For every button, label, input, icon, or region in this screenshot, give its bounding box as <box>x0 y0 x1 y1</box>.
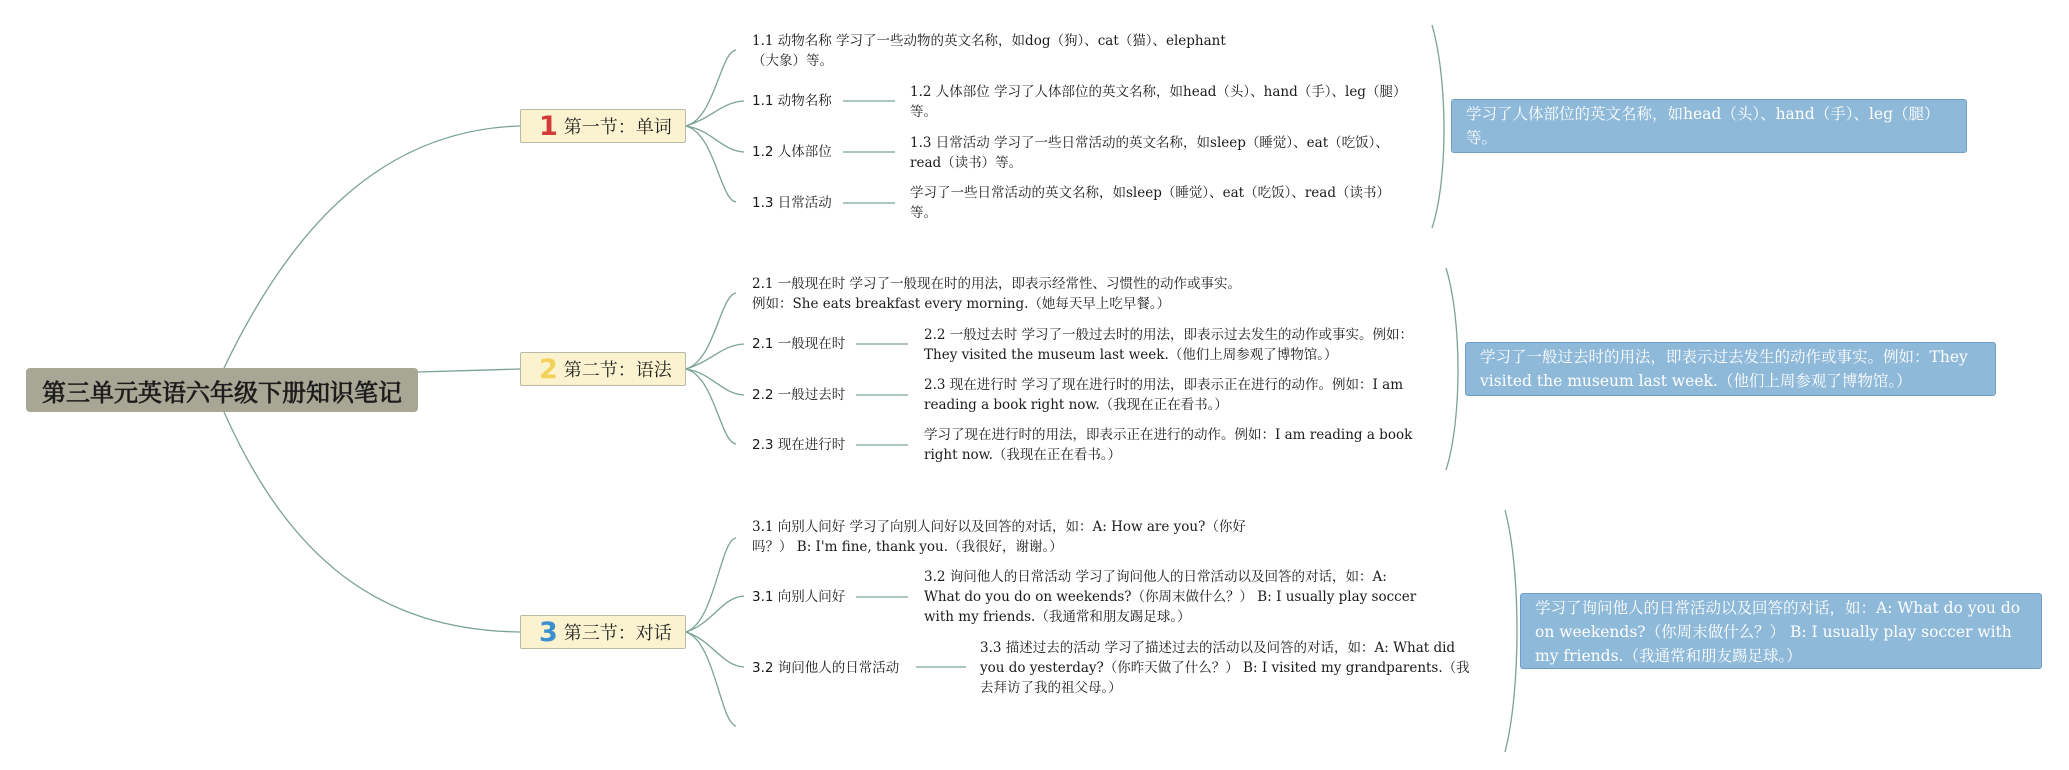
section-2-subitem-2: 2.3 现在进行时 学习了现在进行时的用法，即表示正在进行的动作。例如：I am reading a book right now.（我现在正在看书。） <box>924 377 1404 413</box>
section-3-item-3: 3.2 询问他人的日常活动 <box>752 660 900 676</box>
section-3-number: 3 <box>539 616 558 648</box>
root-title: 第三单元英语六年级下册知识笔记 <box>42 378 402 407</box>
section-2-summary[interactable]: 学习了一般过去时的用法，即表示过去发生的动作或事实。例如：They visited the museum last week.（他们上周参观了博物馆。） <box>1465 342 1996 396</box>
section-1-summary[interactable]: 学习了人体部位的英文名称，如head（头）、hand（手）、leg（腿）等。 <box>1451 99 1967 153</box>
section-2-node[interactable] <box>520 352 686 386</box>
section-1-title: 第一节：单词 <box>563 117 672 138</box>
section-1-node[interactable] <box>520 109 686 143</box>
connector-root-s2 <box>418 369 520 372</box>
section-2-subitem-1: 2.2 一般过去时 学习了一般过去时的用法，即表示过去发生的动作或事实。例如：They visited the museum last week.（他们上周参观了博物馆。） <box>924 327 1414 363</box>
section-1-item-3: 1.2 人体部位 <box>752 144 832 160</box>
section-3-node[interactable] <box>520 615 686 649</box>
section-1-item-1: 1.1 动物名称 学习了一些动物的英文名称，如dog（狗）、cat（猫）、elephant（大象）等。 <box>752 33 1226 69</box>
connector-root-s1 <box>224 126 520 368</box>
section-2-title: 第二节：语法 <box>563 360 672 381</box>
section-1-item-4: 1.3 日常活动 <box>752 195 832 211</box>
section-1-subitem-2: 1.3 日常活动 学习了一些日常活动的英文名称，如sleep（睡觉）、eat（吃饭）、read（读书）等。 <box>910 135 1389 171</box>
section-1-subitem-1: 1.2 人体部位 学习了人体部位的英文名称，如head（头）、hand（手）、leg（腿）等。 <box>910 84 1400 120</box>
section-2-subitem-3: 学习了现在进行时的用法，即表示正在进行的动作。例如：I am reading a book right now.（我现在正在看书。） <box>924 427 1413 463</box>
section-3-summary[interactable]: 学习了询问他人的日常活动以及回答的对话，如：A: What do you do on weekends?（你周末做什么？） B: I usually play soccer with my friends.（我通常和朋友踢足球。） <box>1520 593 2042 669</box>
root-topic[interactable] <box>26 368 418 412</box>
section-3-item-2: 3.1 向别人问好 <box>752 589 846 605</box>
section-1-subitem-3: 学习了一些日常活动的英文名称，如sleep（睡觉）、eat（吃饭）、read（读书）等。 <box>910 185 1390 221</box>
section-2-item-1: 2.1 一般现在时 学习了一般现在时的用法，即表示经常性、习惯性的动作或事实。例如：She eats breakfast every morning.（她每天早上吃早餐。） <box>752 276 1242 312</box>
section-2-item-4: 2.3 现在进行时 <box>752 437 846 453</box>
connector-root-s3 <box>224 412 520 632</box>
section-3-item-1: 3.1 向别人问好 学习了向别人问好以及回答的对话，如：A: How are you?（你好吗？） B: I'm fine, thank you.（我很好，谢谢。） <box>752 519 1246 555</box>
section-2-item-2: 2.1 一般现在时 <box>752 336 846 352</box>
section-1-number: 1 <box>539 110 558 142</box>
section-2-number: 2 <box>539 353 558 385</box>
section-1-item-2: 1.1 动物名称 <box>752 93 832 109</box>
section-3-subitem-1: 3.2 询问他人的日常活动 学习了询问他人的日常活动以及回答的对话，如：A: What do you do on weekends?（你周末做什么？） B: I usually play soccer with my friends.（我通常和朋友踢足球。） <box>924 569 1417 625</box>
section-3-subitem-2: 3.3 描述过去的活动 学习了描述过去的活动以及问答的对话，如：A: What did you do yesterday?（你昨天做了什么？） B: I visited my grandparents.（我去拜访了我的祖父母。） <box>980 640 1470 696</box>
section-2-item-3: 2.2 一般过去时 <box>752 387 846 403</box>
section-3-title: 第三节：对话 <box>563 623 672 644</box>
